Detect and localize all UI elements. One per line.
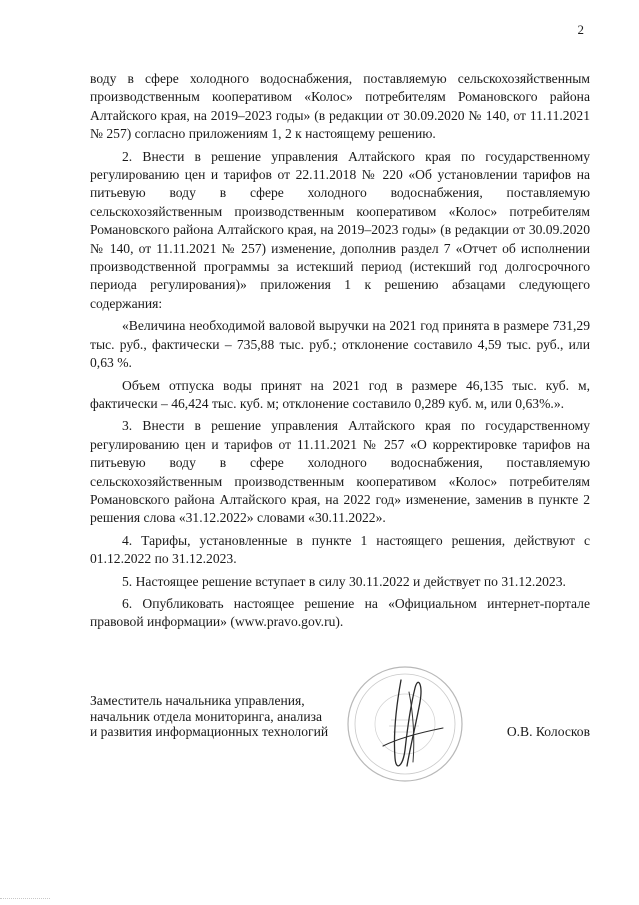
signatory-name: О.В. Колосков	[506, 724, 590, 739]
paragraph-item-2: 2. Внести в решение управления Алтайского края по государственному регулированию цен и тарифов от 22.11.2018 № 220 «Об установлении тарифов на питьевую воду в сфере холодного водоснабжения, поставляемую сельскохозяйственным производственным кооперативом «Колос» потребителям Романовского района Алтайского края, на 2019–2023 годы» (в редакции от 30.09.2020 № 140, от 11.11.2021 № 257) изменение, дополнив раздел 7 «Отчет об исполнении производственной программы за истекший период (истекший год долгосрочного периода регулирования)» приложения 1 к решению абзацами следующего содержания:	[90, 148, 590, 311]
paragraph-quote-revenue: «Величина необходимой валовой выручки на 2021 год принята в размере 731,29 тыс. руб., фактически – 735,88 тыс. руб.; отклонение составило 4,59 тыс. руб., или 0,63 %.	[90, 318, 590, 371]
signatory-position-line: начальник отдела мониторинга, анализа	[90, 708, 323, 724]
signatory-position-line: Заместитель начальника управления,	[90, 693, 305, 708]
document-body	[90, 70, 590, 632]
paragraph-item-4: 4. Тарифы, установленные в пункте 1 настоящего решения, действуют с 01.12.2022 по 31.12.2023.	[90, 532, 590, 567]
paragraph-item-6: 6. Опубликовать настоящее решение на «Официальном интернет-портале правовой информации» (www.pravo.gov.ru).	[90, 595, 590, 630]
paragraph-quote-volume: Объем отпуска воды принят на 2021 год в размере 46,135 тыс. куб. м, фактически – 46,424 тыс. куб. м; отклонение составило 0,289 куб. м, или 0,63%.».	[90, 377, 590, 411]
paragraph-item-5: 5. Настоящее решение вступает в силу 30.11.2022 и действует по 31.12.2023.	[122, 573, 566, 589]
signatory-position	[90, 693, 390, 740]
signature-block	[90, 693, 590, 740]
signatory-position-line: и развития информационных технологий	[90, 724, 329, 739]
page-edge-mark	[0, 898, 50, 901]
paragraph-continuation: воду в сфере холодного водоснабжения, поставляемую сельскохозяйственным производственным кооперативом «Колос» потребителям Романовского района Алтайского края, на 2019–2023 годы» (в редакции от 30.09.2020 № 140, от 11.11.2021 № 257) согласно приложениям 1, 2 к настоящему решению.	[90, 71, 590, 142]
paragraph-item-3: 3. Внести в решение управления Алтайского края по государственному регулированию цен и тарифов от 11.11.2021 № 257 «О корректировке тарифов на питьевую воду в сфере холодного водоснабжения, поставляемую сельскохозяйственным производственным кооперативом «Колос» потребителям Романовского района Алтайского края, на 2022 год» изменение, заменив в пункте 2 решения слова «31.12.2022» словами «30.11.2022».	[90, 418, 590, 526]
page-number: 2	[577, 22, 584, 37]
